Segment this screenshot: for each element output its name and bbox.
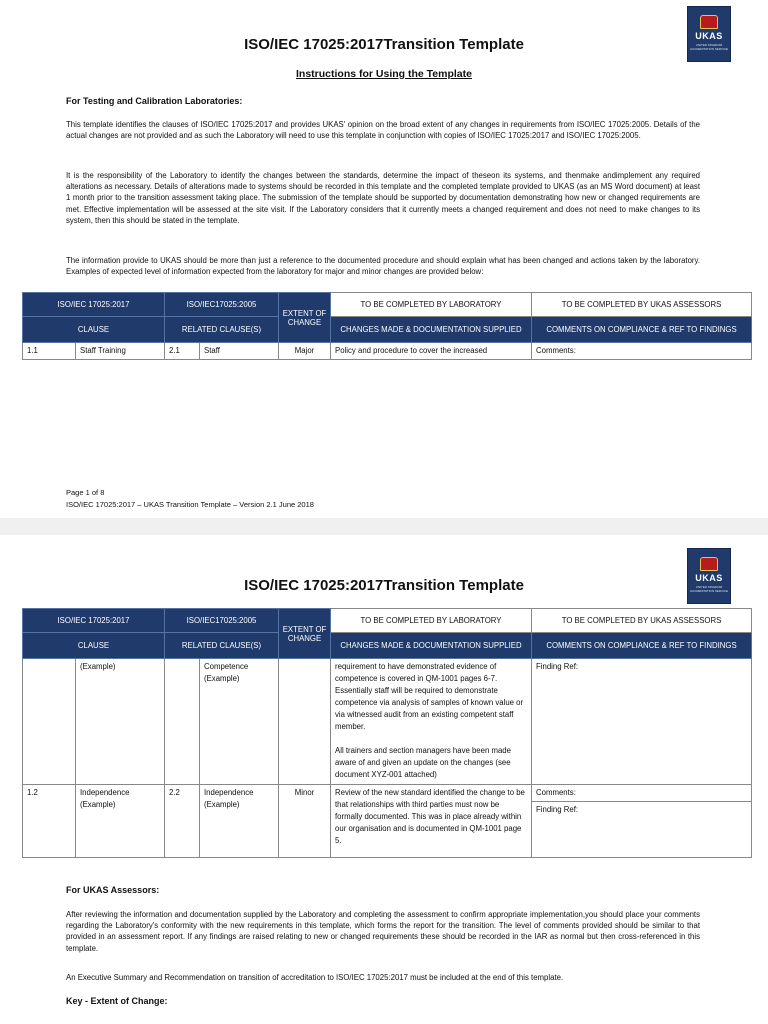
header-clause: CLAUSE [23,317,165,343]
version-text: ISO/IEC 17025:2017 – UKAS Transition Template – Version 2.1 June 2018 [66,500,314,509]
executive-summary-paragraph: An Executive Summary and Recommendation on transition of accreditation to ISO/IEC 17025:2017 must be included at the end of this template. [66,973,564,982]
related-number: 2.1 [165,343,200,360]
extent-value [279,659,331,785]
header-iso2017: ISO/IEC 17025:2017 [23,609,165,633]
assessors-heading: For UKAS Assessors: [66,885,160,895]
key-extent-heading: Key - Extent of Change: [66,996,168,1006]
transition-table-page-1 [22,292,752,360]
changes-text [331,659,532,785]
page-number: Page 1 of 8 [66,488,105,497]
related-name: Staff [200,343,279,360]
related-number: 2.2 [165,785,200,858]
header-comments: COMMENTS ON COMPLIANCE & REF TO FINDINGS [532,317,752,343]
crown-icon [700,557,718,571]
header-lab: TO BE COMPLETED BY LABORATORY [331,609,532,633]
clause-name: Independence (Example) [76,785,165,858]
testing-labs-heading: For Testing and Calibration Laboratories: [66,96,243,106]
page-footer [66,487,314,511]
page-title: ISO/IEC 17025:2017Transition Template [244,577,524,594]
crown-icon [700,15,718,29]
finding-label: Finding Ref: [532,802,752,858]
clause-number: 1.1 [23,343,76,360]
related-name: Competence (Example) [200,659,279,785]
page-separator [0,518,768,535]
related-number [165,659,200,785]
clause-number: 1.2 [23,785,76,858]
responsibility-paragraph: It is the responsibility of the Laboratory to identify the changes between the standards, determine the impact of theseon its systems, and thenmake andimplement any required alterations as necessary. Details of alterations made to systems should be recorded in this template and the completed template provided to UKAS (as an MS Word document) at least 1 month prior to the transition assessment taking place. The submission of the template should be supported by documentation demonstrating how new or changed requirements are met. Effective implementation will be assessed at the site visit. If the Laboratory considers that it currently meets a changed requirement and does not need to make changes to its system, then this should be stated in the template. [66,171,700,225]
comments-label: Comments: [532,343,752,360]
changes-text-part-2: All trainers and section managers have been made aware of and given an update on the changes (see document XYZ-001 attached) [335,746,511,779]
clause-number [23,659,76,785]
assessors-paragraph: After reviewing the information and documentation supplied by the Laboratory and completing the assessment to confirm appropriate implementation,you should place your comments regarding the Laboratory's conformity with the new requirements in this template, which forms the report for the transition. The level of comments provided should be similar to that provided in an assessment report. If any findings are raised relating to new or changed requirements these should be recorded in the IAR as normal but then cross-referenced in this template. [66,910,700,953]
page-title: ISO/IEC 17025:2017Transition Template [244,36,524,53]
header-lab: TO BE COMPLETED BY LABORATORY [331,293,532,317]
header-extent: EXTENT OF CHANGE [279,609,331,659]
header-related: RELATED CLAUSE(S) [165,317,279,343]
logo-text: UKAS [695,573,723,583]
table-row [23,659,752,785]
comments-label: Comments: [532,785,752,802]
clause-name: (Example) [76,659,165,785]
header-iso2005: ISO/IEC17025:2005 [165,293,279,317]
transition-table-page-2 [22,608,752,858]
header-extent: EXTENT OF CHANGE [279,293,331,343]
document-page-2 [0,535,768,1024]
ukas-logo [687,548,731,604]
extent-value: Major [279,343,331,360]
header-clause: CLAUSE [23,633,165,659]
extent-value: Minor [279,785,331,858]
logo-subtext: UNITED KINGDOM ACCREDITATION SERVICE [689,43,728,51]
logo-subtext: UNITED KINGDOM ACCREDITATION SERVICE [689,585,728,593]
header-comments: COMMENTS ON COMPLIANCE & REF TO FINDINGS [532,633,752,659]
header-iso2017: ISO/IEC 17025:2017 [23,293,165,317]
header-changes: CHANGES MADE & DOCUMENTATION SUPPLIED [331,317,532,343]
header-ukas: TO BE COMPLETED BY UKAS ASSESSORS [532,609,752,633]
changes-text: Review of the new standard identified the change to be that relationships with third parties must now be formally documented. This was in place already within our organisation and is documented in QM-1001 page 5. [331,785,532,858]
header-iso2005: ISO/IEC17025:2005 [165,609,279,633]
table-row [23,785,752,802]
header-related: RELATED CLAUSE(S) [165,633,279,659]
finding-label: Finding Ref: [532,659,752,785]
changes-text: Policy and procedure to cover the increased [331,343,532,360]
header-ukas: TO BE COMPLETED BY UKAS ASSESSORS [532,293,752,317]
table-row [23,343,752,360]
instructions-subtitle: Instructions for Using the Template [296,68,472,80]
intro-paragraph: This template identifies the clauses of ISO/IEC 17025:2017 and provides UKAS' opinion on the broad extent of any changes in requirements from ISO/IEC 17025:2005. Details of the actual changes are not provided and as such the Laboratory will need to use this template in conjunction with copies of ISO/IEC 17025:2017 and ISO/IEC 17025:2005. [66,120,700,141]
related-name: Independence (Example) [200,785,279,858]
header-changes: CHANGES MADE & DOCUMENTATION SUPPLIED [331,633,532,659]
changes-text-part-1: requirement to have demonstrated evidence of competence is covered in QM-1001 pages 6-7. Essentially staff will be required to demonstrate competence via analysis of samples of known value or via witnessed audit from an existing competent staff member. [335,662,524,731]
ukas-logo [687,6,731,62]
information-paragraph: The information provide to UKAS should be more than just a reference to the documented procedure and should explain what has been changed and actions taken by the laboratory. Examples of expected level of information expected from the laboratory for major and minor changes are provided below: [66,256,700,277]
logo-text: UKAS [695,31,723,41]
clause-name: Staff Training [76,343,165,360]
